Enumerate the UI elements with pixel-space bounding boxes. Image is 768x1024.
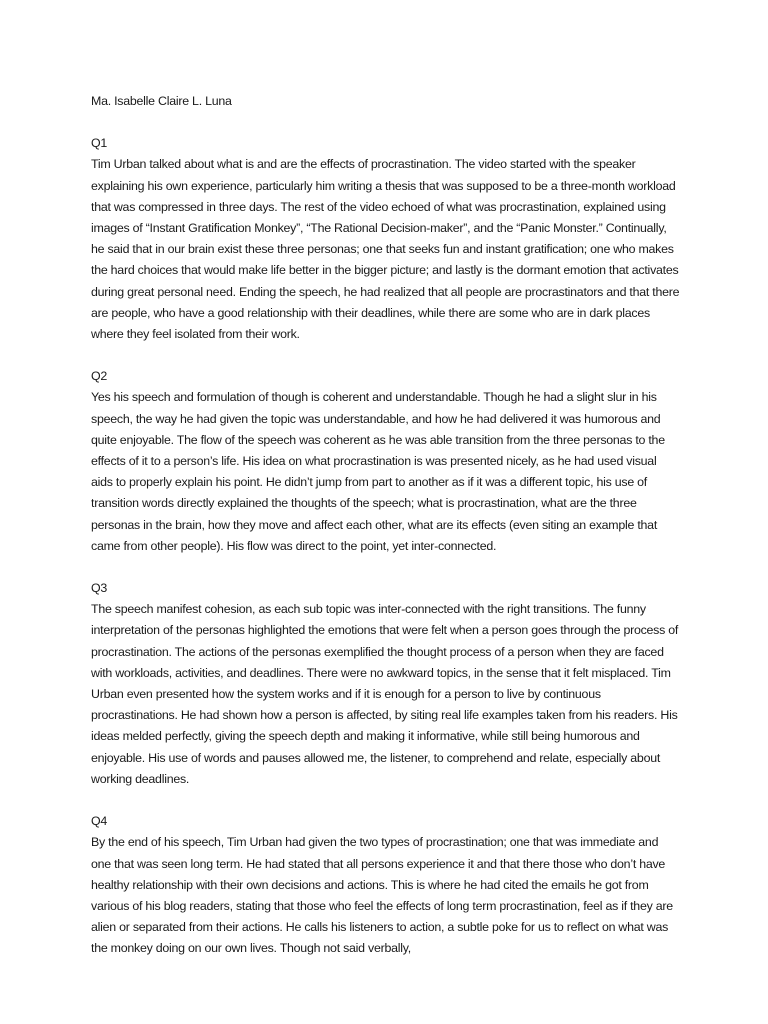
answer-paragraph: Yes his speech and formulation of though is coherent and understandable. Though he had a slight slur in his speech, the way he had given the topic was understandable, and how he had delivered it was humorous and quite enjoyable. The flow of the speech was coherent as he was able transition from the three personas to the effects of it to a person’s life. His idea on what procrastination is was presented nicely, as he had used visual aids to properly explain his point. He didn’t jump from part to another as if it was a different topic, his use of transition words directly explained the thoughts of the speech; what is procrastination, what are the three personas in the brain, how they move and affect each other, what are its effects (even siting an example that came from other people). His flow was direct to the point, yet inter-connected. <box>91 390 665 553</box>
section-q3 <box>91 578 681 790</box>
section-q4 <box>91 811 681 959</box>
answer-paragraph: The speech manifest cohesion, as each sub topic was inter-connected with the right transitions. The funny interpretation of the personas highlighted the emotions that were felt when a person goes through the process of procrastination. The actions of the personas exemplified the thought process of a person when they are faced with workloads, activities, and deadlines. There were no awkward topics, in the sense that it felt misplaced. Tim Urban even presented how the system works and if it is enough for a person to live by continuous procrastinations. He had shown how a person is affected, by siting real life examples taken from his readers. His ideas melded perfectly, giving the speech depth and making it informative, while still being humorous and enjoyable. His use of words and pauses allowed me, the listener, to comprehend and relate, especially about working deadlines. <box>91 602 679 786</box>
answer-paragraph: Tim Urban talked about what is and are the effects of procrastination. The video started with the speaker explaining his own experience, particularly him writing a thesis that was supposed to be a three-month workload that was compressed in three days. The rest of the video echoed of what was procrastination, explained using images of “Instant Gratification Monkey”, “The Rational Decision-maker”, and the “Panic Monster.” Continually, he said that in our brain exist these three personas; one that seeks fun and instant gratification; one who makes the hard choices that would make life better in the bigger picture; and lastly is the dormant emotion that activates during great personal need. Ending the speech, he had realized that all people are procrastinators and that there are people, who have a good relationship with their deadlines, while there are some who are in dark places where they feel isolated from their work. <box>91 157 680 342</box>
question-label: Q2 <box>91 369 108 384</box>
question-label: Q4 <box>91 814 108 829</box>
document-body <box>91 91 681 981</box>
answer-paragraph: By the end of his speech, Tim Urban had given the two types of procrastination; one that was immediate and one that was seen long term. He had stated that all persons experience it and that there those who don’t have healthy relationship with their own decisions and actions. This is where he had cited the emails he got from various of his blog readers, stating that those who feel the effects of long term procrastination, feel as if they are alien or separated from their actions. He calls his listeners to action, a subtle poke for us to reflect on what was the monkey doing on our own lives. Though not said verbally, <box>91 835 673 956</box>
question-label: Q1 <box>91 136 108 151</box>
section-q1 <box>91 133 681 345</box>
author-name: Ma. Isabelle Claire L. Luna <box>91 94 232 108</box>
section-q2 <box>91 366 681 557</box>
question-label: Q3 <box>91 581 108 596</box>
